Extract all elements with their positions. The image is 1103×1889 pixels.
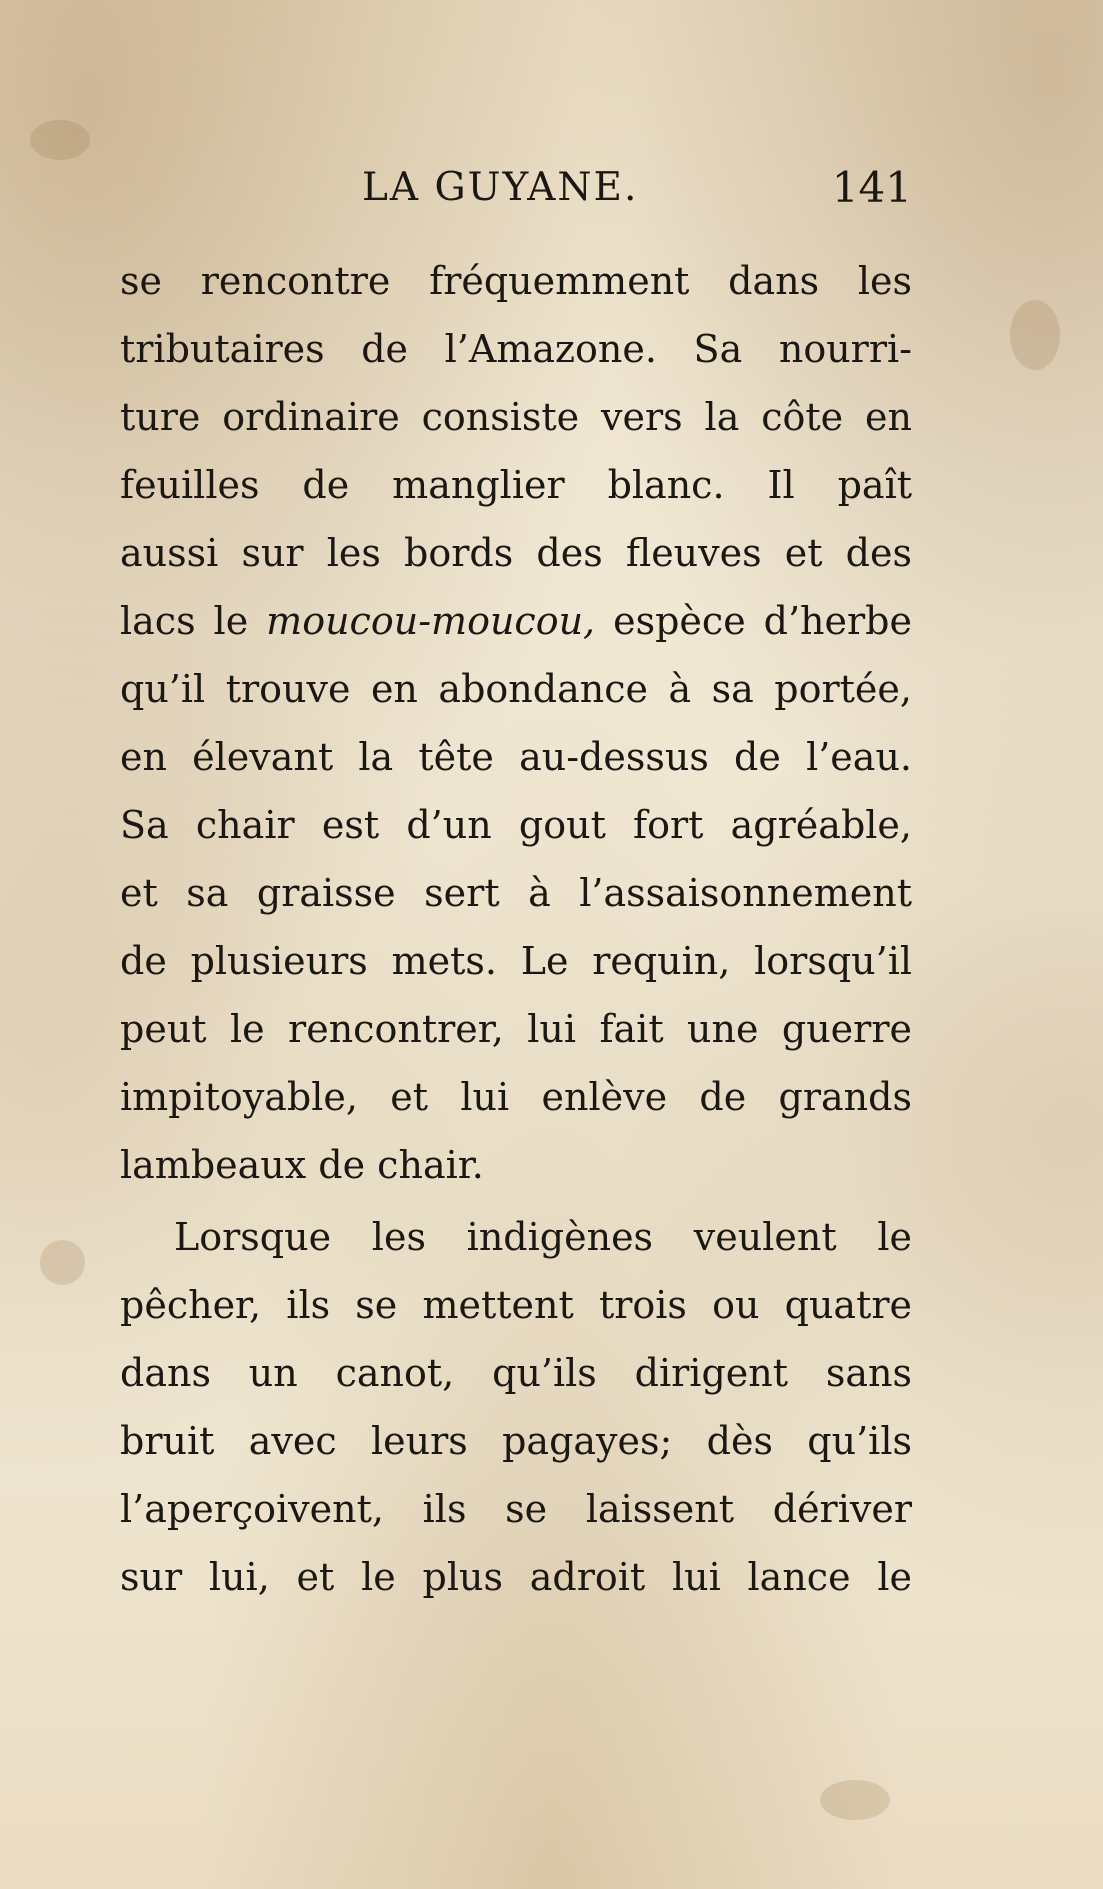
foxing-stain bbox=[820, 1780, 890, 1820]
paragraph bbox=[120, 247, 912, 1199]
foxing-stain bbox=[40, 1240, 85, 1285]
text-line: de plusieurs mets. Le requin, lorsqu’il bbox=[120, 939, 912, 983]
foxing-stain bbox=[1010, 300, 1060, 370]
text-line: tributaires de l’Amazone. Sa nourri- bbox=[120, 327, 912, 371]
text-line: qu’il trouve en abondance à sa portée, bbox=[120, 667, 912, 711]
text-line: et sa graisse sert à l’assaisonnement bbox=[120, 871, 912, 915]
text-segment: lacs le bbox=[120, 599, 267, 643]
paragraph bbox=[120, 1203, 912, 1611]
text-line: impitoyable, et lui enlève de grands bbox=[120, 1075, 912, 1119]
text-line: Lorsque les indigènes veulent le bbox=[174, 1215, 912, 1259]
text-line: sur lui, et le plus adroit lui lance le bbox=[120, 1555, 912, 1599]
text-line: lambeaux de chair. bbox=[120, 1143, 484, 1187]
page-number: 141 bbox=[831, 163, 912, 212]
text-line: peut le rencontrer, lui fait une guerre bbox=[120, 1007, 912, 1051]
text-line: dans un canot, qu’ils dirigent sans bbox=[120, 1351, 912, 1395]
text-line: aussi sur les bords des fleuves et des bbox=[120, 531, 912, 575]
text-line: bruit avec leurs pagayes; dès qu’ils bbox=[120, 1419, 912, 1463]
running-title: LA GUYANE. bbox=[362, 165, 639, 210]
text-line: en élevant la tête au-dessus de l’eau. bbox=[120, 735, 912, 779]
text-line: pêcher, ils se mettent trois ou quatre bbox=[120, 1283, 912, 1327]
body-text bbox=[120, 247, 912, 1611]
text-line: feuilles de manglier blanc. Il paît bbox=[120, 463, 912, 507]
text-line: l’aperçoivent, ils se laissent dériver bbox=[120, 1487, 912, 1531]
text-line: se rencontre fréquemment dans les bbox=[120, 259, 912, 303]
page-header bbox=[120, 158, 912, 218]
text-line: Sa chair est d’un gout fort agréable, bbox=[120, 803, 912, 847]
text-line: ture ordinaire consiste vers la côte en bbox=[120, 395, 912, 439]
foxing-stain bbox=[30, 120, 90, 160]
text-segment: espèce d’herbe bbox=[595, 599, 912, 643]
italic-term: moucou-moucou, bbox=[266, 599, 596, 643]
text-line bbox=[120, 587, 912, 655]
